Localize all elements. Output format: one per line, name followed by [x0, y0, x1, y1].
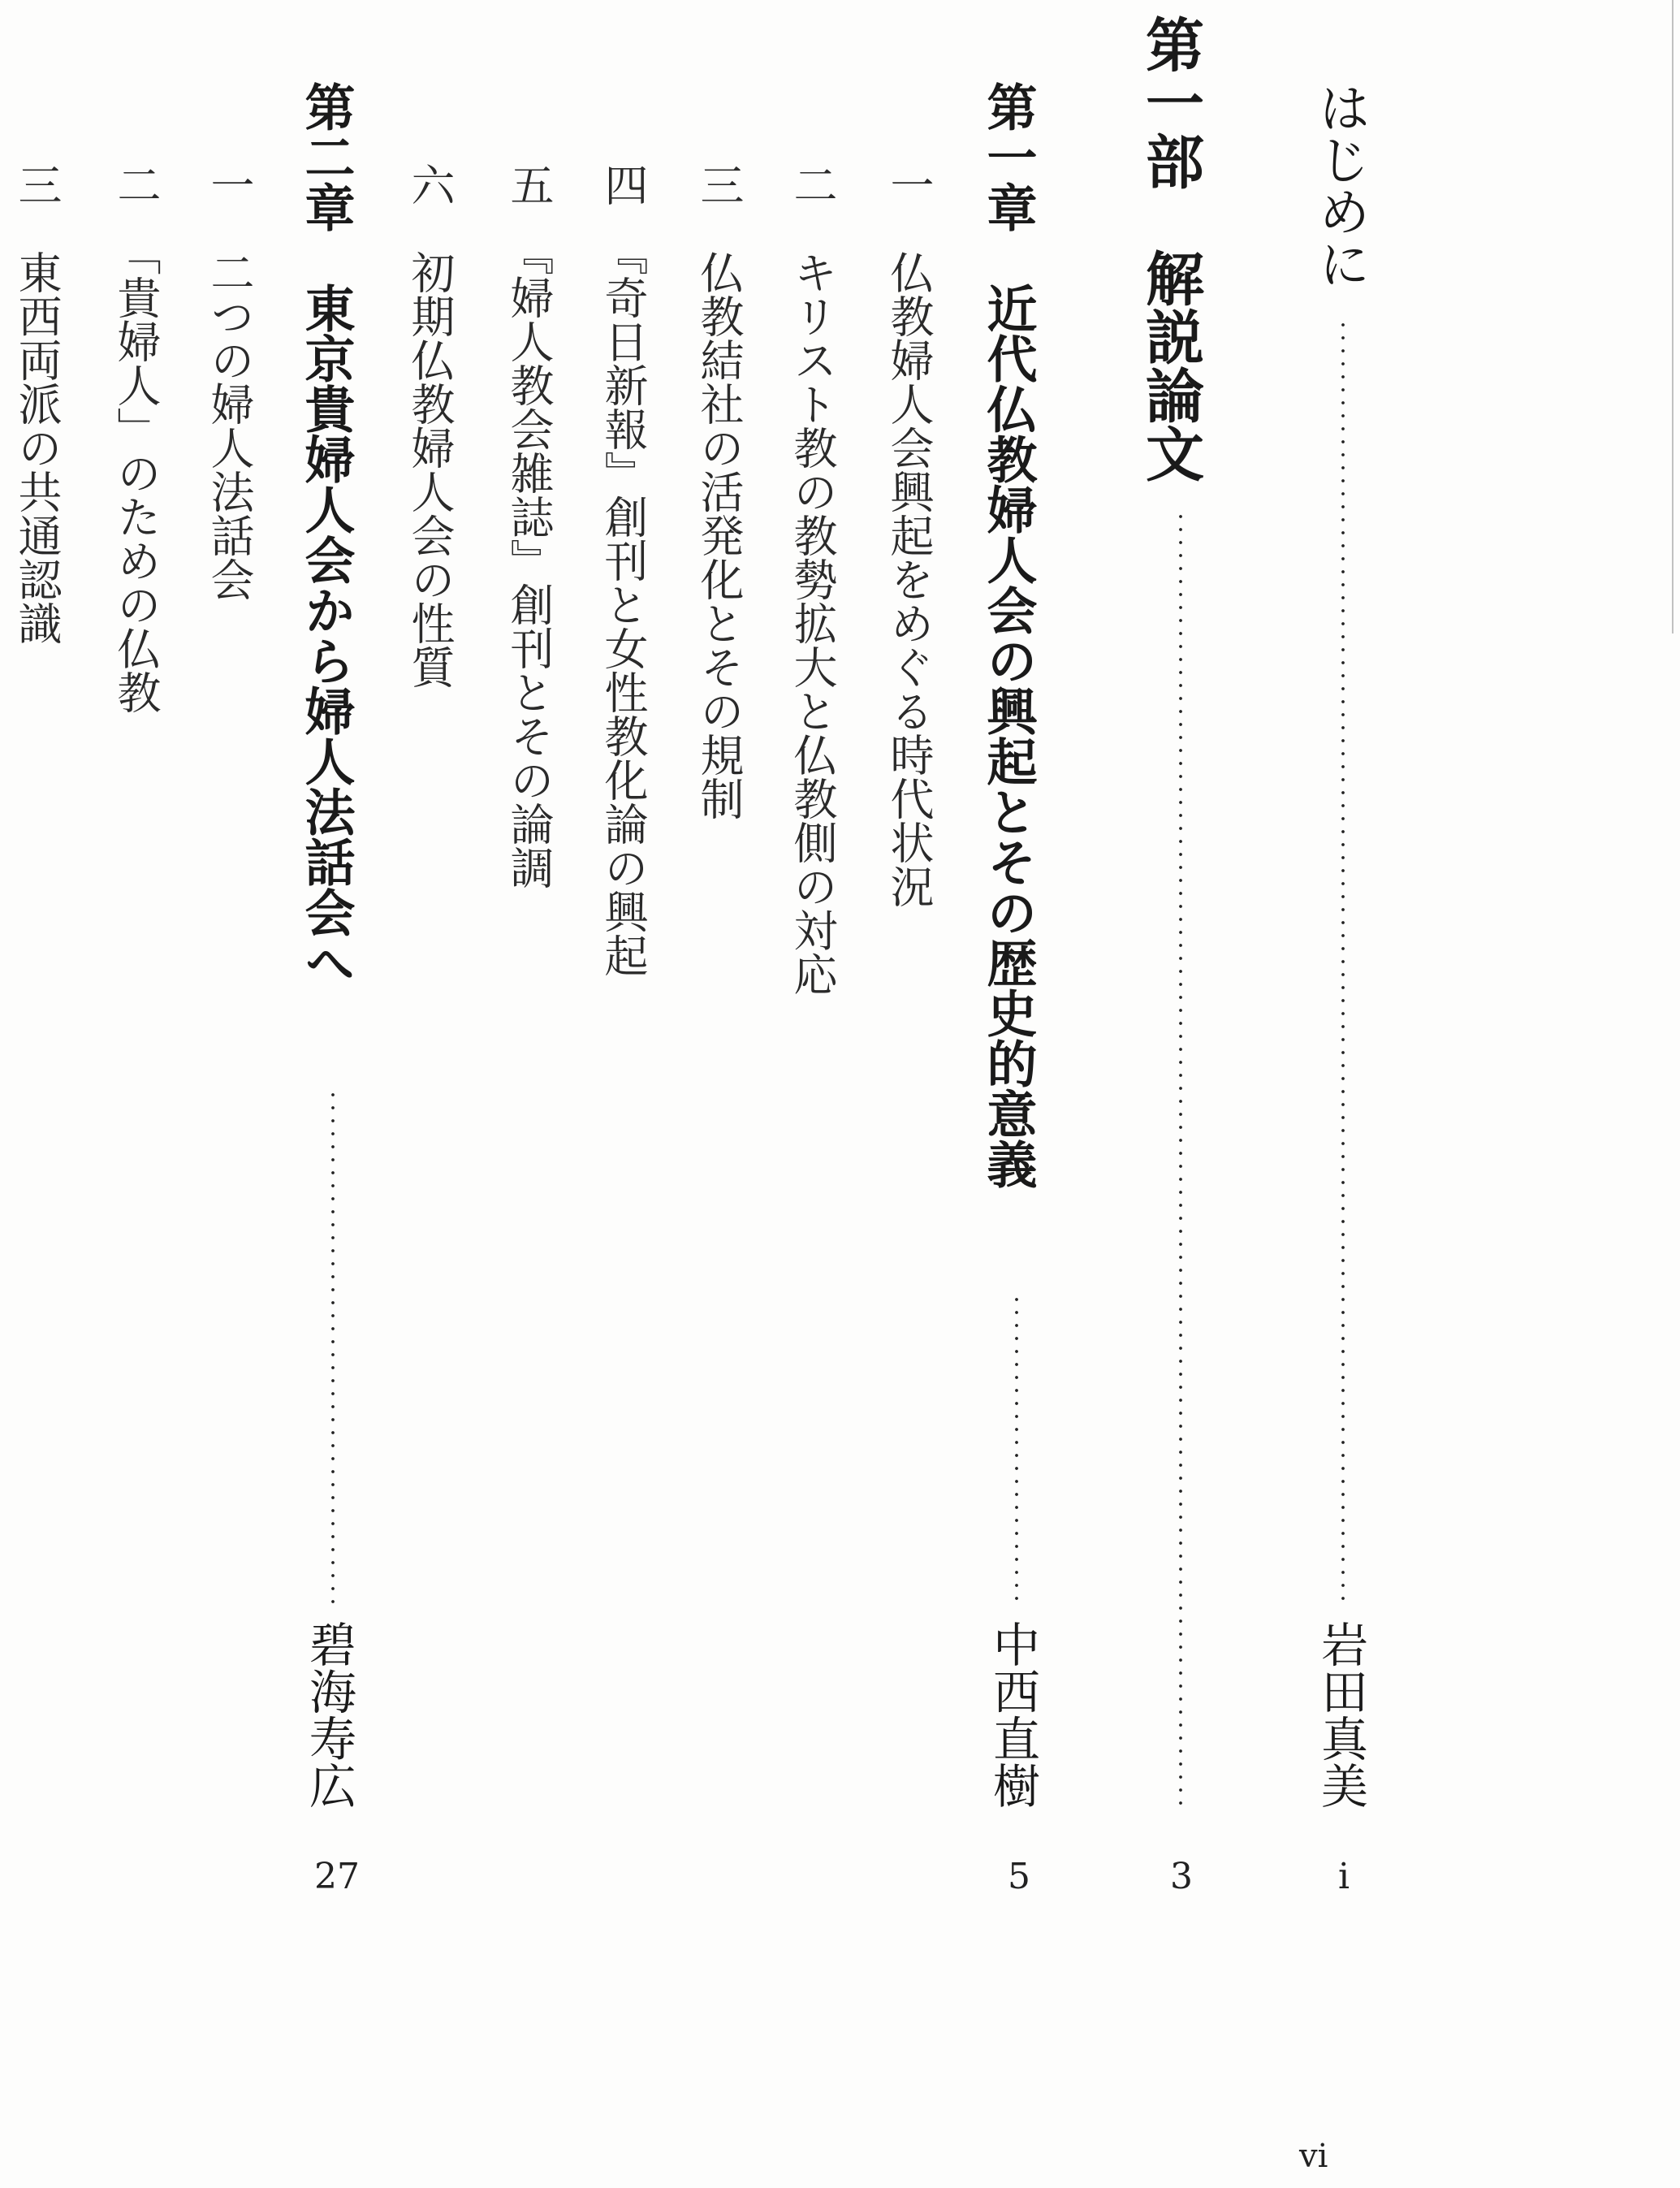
- ch1-section-2-num: 二: [787, 162, 838, 206]
- ch2-section-1-title: 二つの婦人法話会: [204, 250, 255, 601]
- binding-edge: [1672, 0, 1674, 633]
- ch1-section-4-title: 『奇日新報』創刊と女性教化論の興起: [598, 231, 649, 977]
- chapter1-leader-dots: [1015, 1293, 1018, 1602]
- ch2-section-3-title: 東西両派の共通認識: [11, 250, 63, 645]
- ch1-section-5-title: 『婦人教会雑誌』創刊とその論調: [503, 231, 555, 889]
- part1-page-number: 3: [1170, 1856, 1193, 1897]
- ch1-section-4-num: 四: [598, 162, 649, 206]
- part1-title: 第一部 解説論文: [1136, 15, 1205, 482]
- ch2-section-2-title: 「貴婦人」のための仏教: [110, 231, 162, 714]
- ch1-section-3-num: 三: [693, 162, 745, 206]
- ch1-section-5-num: 五: [503, 162, 555, 206]
- ch1-section-1-title: 仏教婦人会興起をめぐる時代状況: [883, 250, 935, 908]
- chapter1-author: 中西直樹: [985, 1620, 1040, 1809]
- part1-leader-dots: [1179, 510, 1182, 1814]
- preface-author: 岩田真美: [1313, 1620, 1368, 1809]
- chapter2-page-number: 27: [314, 1856, 360, 1897]
- ch2-section-3-num: 三: [11, 162, 63, 206]
- ch1-section-2-title: キリスト教の教勢拡大と仏教側の対応: [787, 250, 838, 996]
- ch2-section-2-num: 二: [110, 162, 162, 206]
- page-folio: vi: [1299, 2138, 1328, 2175]
- preface-title: はじめに: [1310, 81, 1370, 289]
- chapter1-page-number: 5: [1008, 1856, 1030, 1897]
- chapter2-author: 碧海寿広: [301, 1620, 356, 1809]
- chapter2-title: 第二章 東京貴婦人会から婦人法話会へ: [296, 81, 356, 988]
- ch1-section-3-title: 仏教結社の活発化とその規制: [693, 250, 745, 820]
- ch1-section-6-title: 初期仏教婦人会の性質: [404, 250, 456, 689]
- ch1-section-1-num: 一: [883, 162, 935, 206]
- preface-leader-dots: [1341, 318, 1345, 1608]
- chapter1-title: 第一章 近代仏教婦人会の興起とその歴史的意義: [978, 81, 1038, 1189]
- ch1-section-6-num: 六: [404, 162, 456, 206]
- preface-page-number: i: [1337, 1856, 1350, 1897]
- ch2-section-1-num: 一: [204, 162, 255, 206]
- chapter2-leader-dots: [331, 1088, 335, 1608]
